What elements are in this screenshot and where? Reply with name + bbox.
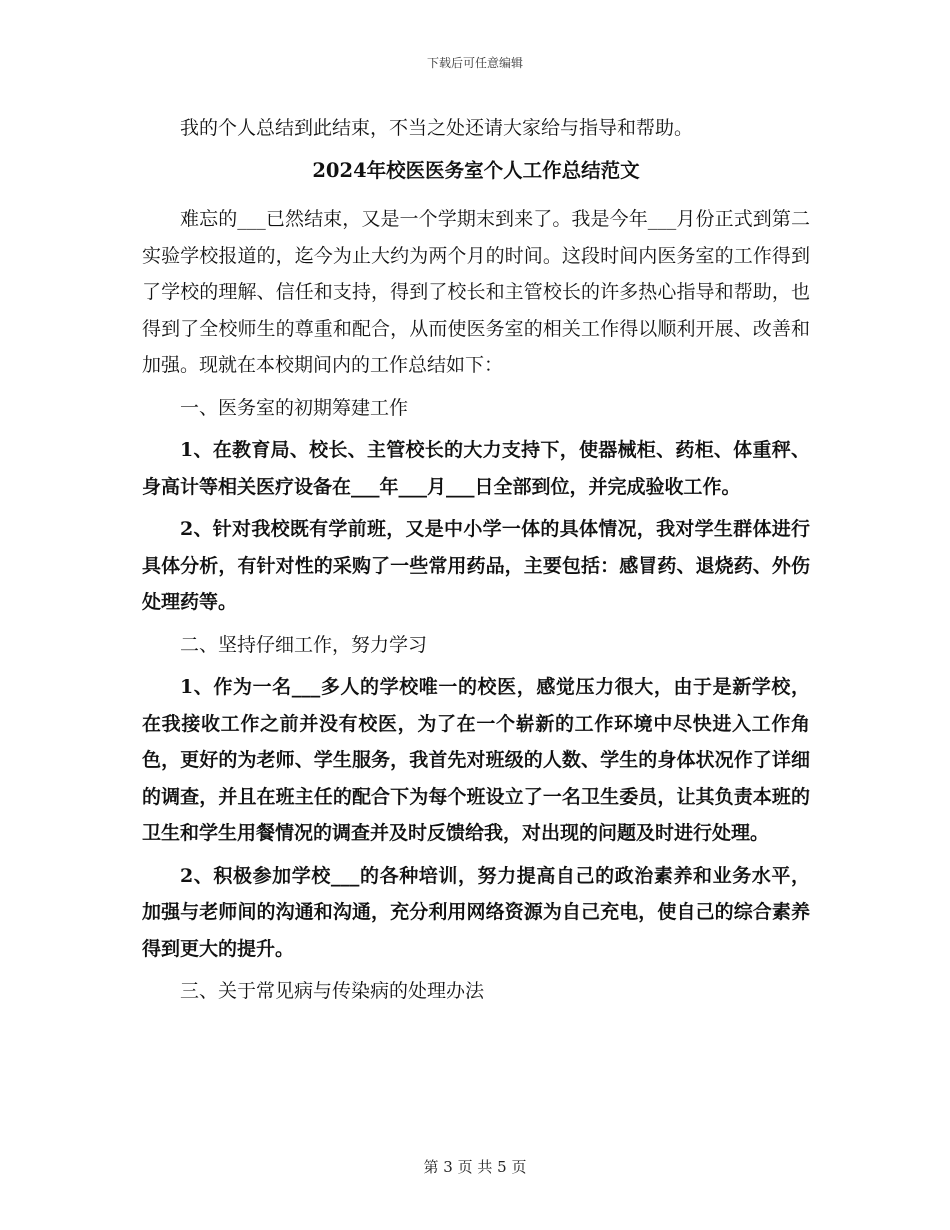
intro-paragraph: 难忘的___已然结束，又是一个学期末到来了。我是今年___月份正式到第二实验学校报道的，迄今为止大约为两个月的时间。这段时间内医务室的工作得到了学校的理解、信任和支持，得到了校长和主管校长的许多热心指导和帮助，也得到了全校师生的尊重和配合，从而使医务室的相关工作得以顺利开展、改善和加强。现就在本校期间内的工作总结如下： [142,208,810,376]
section1-item1: 1、在教育局、校长、主管校长的大力支持下，使器械柜、药柜、体重秤、身高计等相关医疗设备在___年___月___日全部到位，并完成验收工作。 [142,439,810,498]
document-body [142,110,810,1016]
section3-heading: 三、关于常见病与传染病的处理办法 [180,980,485,1002]
closing-line: 我的个人总结到此结束，不当之处还请大家给与指导和帮助。 [180,117,694,139]
section1-item2: 2、针对我校既有学前班，又是中小学一体的具体情况，我对学生群体进行具体分析，有针对性的采购了一些常用药品，主要包括：感冒药、退烧药、外伤处理药等。 [142,518,810,613]
page-header: 下载后可任意编辑 [426,56,523,70]
page-number: 第 3 页 共 5 页 [423,1158,527,1176]
section2-item2: 2、积极参加学校___的各种培训，努力提高自己的政治素养和业务水平，加强与老师间的沟通和沟通，充分利用网络资源为自己充电，使自己的综合素养得到更大的提升。 [142,864,810,960]
document-title: 2024年校医医务室个人工作总结范文 [312,158,640,182]
section2-item1: 1、作为一名___多人的学校唯一的校医，感觉压力很大，由于是新学校，在我接收工作之前并没有校医，为了在一个崭新的工作环境中尽快进入工作角色，更好的为老师、学生服务，我首先对班级的人数、学生的身体状况作了详细的调查，并且在班主任的配合下为每个班设立了一名卫生委员，让其负责本班的卫生和学生用餐情况的调查并及时反馈给我，对出现的问题及时进行处理。 [142,676,810,844]
section2-heading: 二、坚持仔细工作，努力学习 [180,633,428,656]
section1-heading: 一、医务室的初期筹建工作 [180,396,409,419]
